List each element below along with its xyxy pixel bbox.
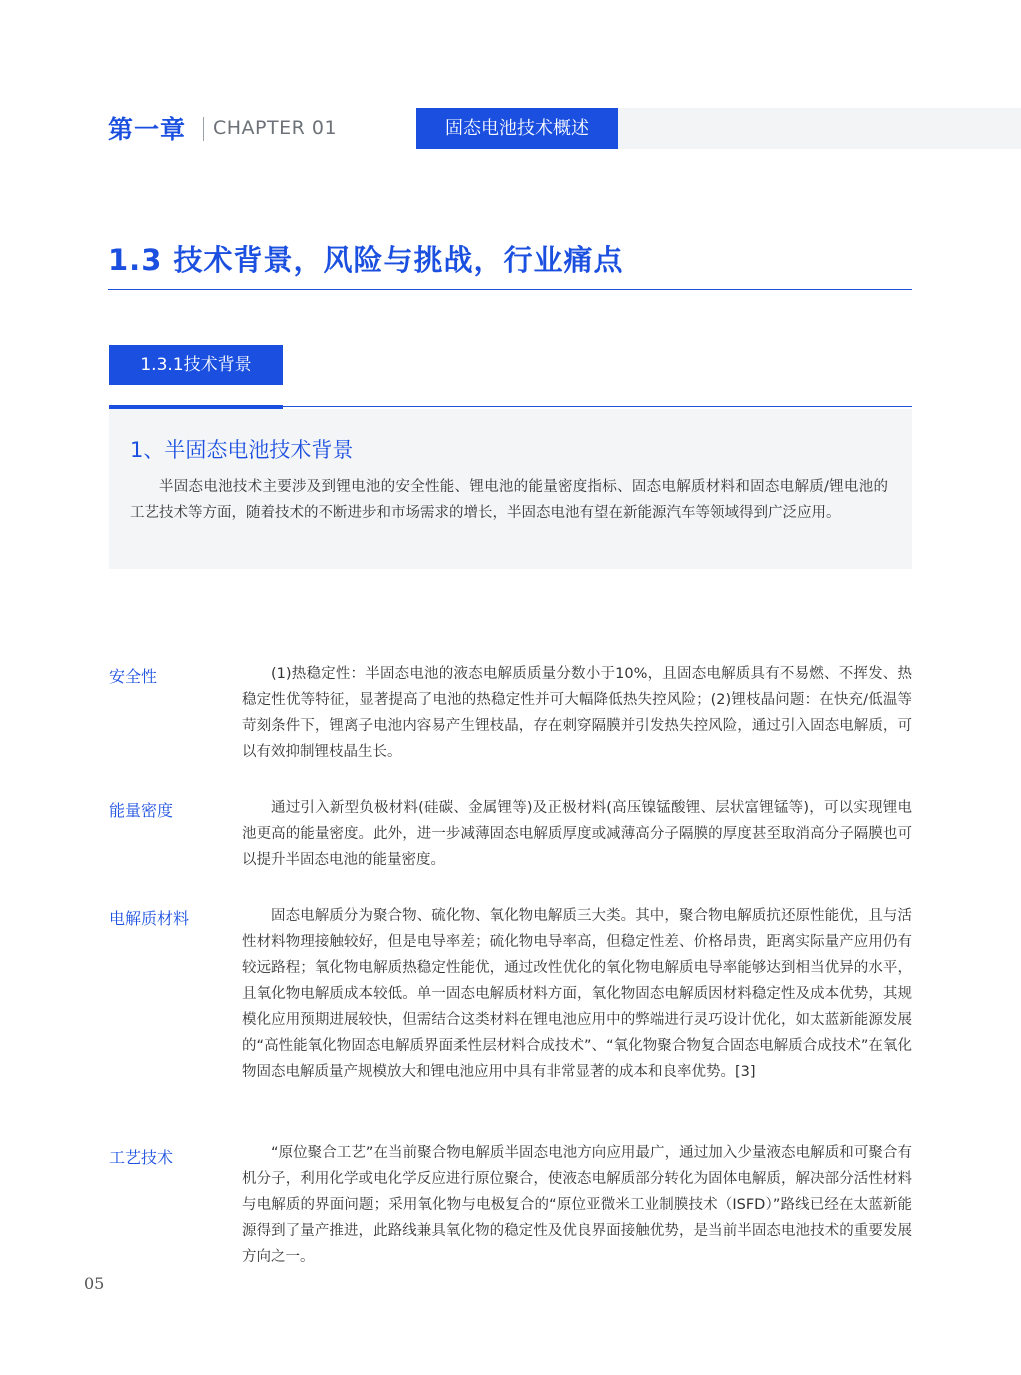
topic-text-safety: (1)热稳定性：半固态电池的液态电解质质量分数小于10%，且固态电解质具有不易燃、不挥发、热稳定性优等特征，显著提高了电池的热稳定性并可大幅降低热失控风险；(2)锂枝晶问题：在快充/低温等苛刻条件下，锂离子电池内容易产生锂枝晶，存在刺穿隔膜并引发热失控风险，通过引入固态电解质，可以有效抑制锂枝晶生长。 bbox=[242, 666, 912, 760]
chapter-separator bbox=[203, 117, 204, 141]
chapter-label-en: CHAPTER 01 bbox=[213, 117, 338, 139]
topic-label-safety: 安全性 bbox=[109, 667, 158, 686]
topic-label-energy-density: 能量密度 bbox=[109, 801, 174, 820]
chapter-header-band bbox=[618, 108, 1021, 149]
topic-text-process: “原位聚合工艺”在当前聚合物电解质半固态电池方向应用最广，通过加入少量液态电解质和可聚合有机分子，利用化学或电化学反应进行原位聚合，使液态电解质部分转化为固体电解质，解决部分活性材料与电解质的界面问题；采用氧化物与电极复合的“原位亚微米工业制膜技术（ISFD）”路线已经在太蓝新能源得到了量产推进，此路线兼具氧化物的稳定性及优良界面接触优势，是当前半固态电池技术的重要发展方向之一。 bbox=[242, 1145, 912, 1265]
background-title: 1、半固态电池技术背景 bbox=[130, 438, 354, 462]
topic-text-energy-density: 通过引入新型负极材料(硅碳、金属锂等)及正极材料(高压镍锰酸锂、层状富锂锰等)，可以实现锂电池更高的能量密度。此外，进一步减薄固态电解质厚度或减薄高分子隔膜的厚度甚至取消高分子隔膜也可以提升半固态电池的能量密度。 bbox=[242, 800, 912, 868]
subsection-divider bbox=[283, 406, 912, 407]
chapter-title: 固态电池技术概述 bbox=[416, 108, 618, 149]
background-paragraph: 半固态电池技术主要涉及到锂电池的安全性能、锂电池的能量密度指标、固态电解质材料和固态电解质/锂电池的工艺技术等方面，随着技术的不断进步和市场需求的增长，半固态电池有望在新能源汽车等领域得到广泛应用。 bbox=[130, 479, 888, 521]
topic-text-electrolyte: 固态电解质分为聚合物、硫化物、氧化物电解质三大类。其中，聚合物电解质抗还原性能优，且与活性材料物理接触较好，但是电导率差；硫化物电导率高，但稳定性差、价格昂贵，距离实际量产应用仍有较远路程；氧化物电解质热稳定性能优，通过改性优化的氧化物电解质电导率能够达到相当优异的水平，且氧化物电解质成本较低。单一固态电解质材料方面，氧化物固态电解质因材料稳定性及成本优势，其规模化应用预期进展较快，但需结合这类材料在锂电池应用中的弊端进行灵巧设计优化，如太蓝新能源发展的“高性能氧化物固态电解质界面柔性层材料合成技术”、“氧化物聚合物复合固态电解质合成技术”在氧化物固态电解质量产规模放大和锂电池应用中具有非常显著的成本和良率优势。[3] bbox=[242, 908, 912, 1080]
topic-label-electrolyte: 电解质材料 bbox=[109, 909, 190, 928]
section-title: 1.3 技术背景，风险与挑战，行业痛点 bbox=[108, 243, 624, 277]
topic-label-process: 工艺技术 bbox=[109, 1148, 174, 1167]
section-divider bbox=[108, 289, 912, 290]
subsection-label: 1.3.1技术背景 bbox=[109, 345, 283, 385]
chapter-label-cn: 第一章 bbox=[108, 115, 187, 144]
page-number: 05 bbox=[84, 1274, 105, 1293]
